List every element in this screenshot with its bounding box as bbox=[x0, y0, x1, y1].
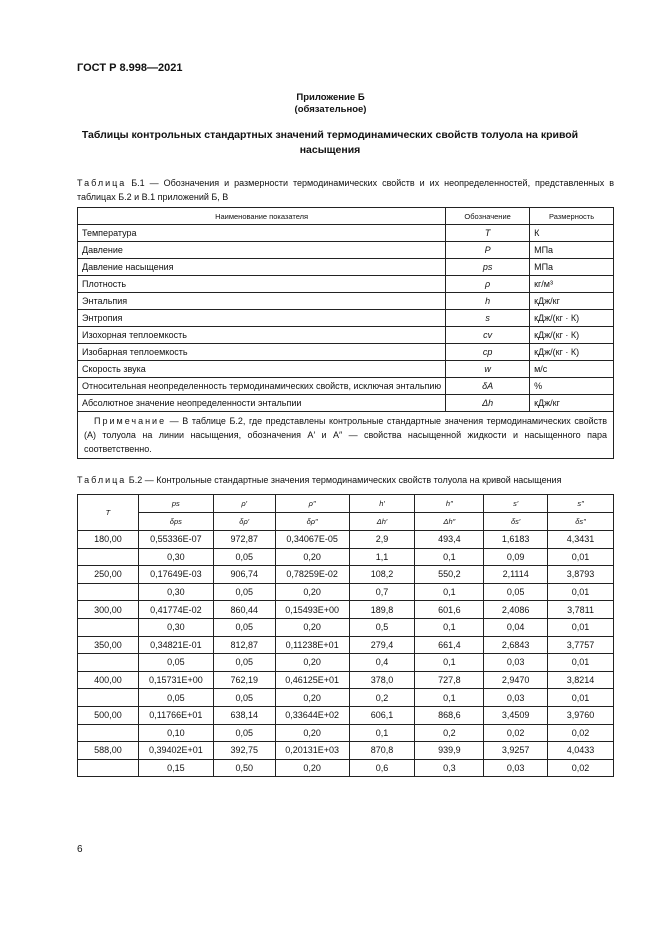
table2-cell-uncertainty: 0,4 bbox=[349, 654, 415, 672]
table2-value-row bbox=[78, 601, 614, 619]
table2-cell-uncertainty: 0,10 bbox=[138, 724, 213, 742]
main-title: Таблицы контрольных стандартных значений термодинамических свойств толуола на кривой насыщения bbox=[81, 129, 579, 156]
document-code: ГОСТ Р 8.998—2021 bbox=[77, 62, 183, 74]
table2-cell-value: 727,8 bbox=[415, 671, 484, 689]
table2-cell-temperature: 250,00 bbox=[78, 566, 139, 584]
table2-cell-value: 3,7757 bbox=[548, 636, 614, 654]
table2-cell-value: 2,6843 bbox=[484, 636, 548, 654]
table2-cell-value: 0,11766E+01 bbox=[138, 706, 213, 724]
table1-row bbox=[78, 293, 614, 310]
table2-cell-uncertainty: 0,20 bbox=[275, 759, 349, 777]
table1-cell-unit: кДж/(кг · К) bbox=[530, 310, 614, 327]
note-text: — В таблице Б.2, где представлены контрольные стандартные значения термодинамических свойств (A) толуола на линии насыщения, обозначения A′ и A″ — свойства насыщенной жидкости и насыщенного пара соответственно. bbox=[84, 416, 607, 454]
appendix-title: Приложение Б bbox=[296, 92, 365, 103]
table1-row bbox=[78, 395, 614, 412]
table2-cell-uncertainty: 0,30 bbox=[138, 548, 213, 566]
table2-cell-value: 812,87 bbox=[213, 636, 275, 654]
table1-row bbox=[78, 327, 614, 344]
table2-cell-value: 860,44 bbox=[213, 601, 275, 619]
table1-header-name: Наименование показателя bbox=[78, 208, 446, 225]
table2-cell-uncertainty: 0,03 bbox=[484, 689, 548, 707]
table2-cell-value: 2,9 bbox=[349, 531, 415, 549]
table1-cell-symbol: ps bbox=[446, 259, 530, 276]
table2-cell-value: 279,4 bbox=[349, 636, 415, 654]
table2-cell-value: 601,6 bbox=[415, 601, 484, 619]
table2-header-cell: h′ bbox=[349, 495, 415, 513]
table2-value-row bbox=[78, 671, 614, 689]
table2-cell-value: 189,8 bbox=[349, 601, 415, 619]
table1-cell-symbol: s bbox=[446, 310, 530, 327]
table2-caption-text: Б.2 — Контрольные стандартные значения термодинамических свойств толуола на кривой насыщения bbox=[126, 475, 562, 485]
table2-header-cell: δs′ bbox=[484, 513, 548, 531]
table2-cell-empty bbox=[78, 724, 139, 742]
table1-cell-unit: м/с bbox=[530, 361, 614, 378]
table2-cell-value: 0,15493E+00 bbox=[275, 601, 349, 619]
table1-cell-symbol: P bbox=[446, 242, 530, 259]
table2-cell-value: 906,74 bbox=[213, 566, 275, 584]
table1-cell-symbol: ρ bbox=[446, 276, 530, 293]
table2-header-cell: h″ bbox=[415, 495, 484, 513]
table1-cell-symbol: δA bbox=[446, 378, 530, 395]
table2-cell-temperature: 180,00 bbox=[78, 531, 139, 549]
table2-cell-uncertainty: 0,01 bbox=[548, 618, 614, 636]
table2-uncertainty-row bbox=[78, 583, 614, 601]
table2-cell-uncertainty: 0,04 bbox=[484, 618, 548, 636]
table2-header-cell: s″ bbox=[548, 495, 614, 513]
table2-cell-uncertainty: 0,01 bbox=[548, 689, 614, 707]
table2-header-cell: Δh″ bbox=[415, 513, 484, 531]
table1-cell-name: Энтропия bbox=[78, 310, 446, 327]
table1-row bbox=[78, 242, 614, 259]
table2-cell-value: 0,33644E+02 bbox=[275, 706, 349, 724]
table2-cell-uncertainty: 0,2 bbox=[349, 689, 415, 707]
table2-cell-uncertainty: 0,05 bbox=[138, 689, 213, 707]
table1-caption-label: Таблица bbox=[77, 178, 127, 188]
table2-cell-uncertainty: 0,02 bbox=[548, 759, 614, 777]
table1-row bbox=[78, 361, 614, 378]
table2-cell-temperature: 588,00 bbox=[78, 742, 139, 760]
table2-cell-value: 1,6183 bbox=[484, 531, 548, 549]
table-reference-values bbox=[77, 494, 614, 777]
table2-cell-temperature: 350,00 bbox=[78, 636, 139, 654]
table2-cell-value: 4,3431 bbox=[548, 531, 614, 549]
table2-header-cell: δρ″ bbox=[275, 513, 349, 531]
table2-cell-value: 550,2 bbox=[415, 566, 484, 584]
table2-cell-value: 3,9257 bbox=[484, 742, 548, 760]
table1-cell-symbol: cv bbox=[446, 327, 530, 344]
table1-caption bbox=[77, 176, 614, 204]
table2-cell-uncertainty: 0,01 bbox=[548, 583, 614, 601]
table2-value-row bbox=[78, 636, 614, 654]
table2-cell-uncertainty: 0,7 bbox=[349, 583, 415, 601]
table2-cell-value: 661,4 bbox=[415, 636, 484, 654]
table2-caption-label: Таблица bbox=[77, 475, 127, 485]
table1-cell-name: Изобарная теплоемкость bbox=[78, 344, 446, 361]
table1-cell-symbol: T bbox=[446, 225, 530, 242]
table1-header-unit: Размерность bbox=[530, 208, 614, 225]
table2-cell-value: 0,39402E+01 bbox=[138, 742, 213, 760]
table2-cell-uncertainty: 0,20 bbox=[275, 548, 349, 566]
table2-cell-uncertainty: 0,05 bbox=[484, 583, 548, 601]
table2-cell-value: 939,9 bbox=[415, 742, 484, 760]
table2-cell-uncertainty: 0,01 bbox=[548, 654, 614, 672]
table2-cell-value: 0,46125E+01 bbox=[275, 671, 349, 689]
table2-cell-uncertainty: 0,01 bbox=[548, 548, 614, 566]
table2-cell-value: 868,6 bbox=[415, 706, 484, 724]
table2-cell-uncertainty: 0,03 bbox=[484, 654, 548, 672]
table2-cell-value: 3,4509 bbox=[484, 706, 548, 724]
table2-cell-uncertainty: 0,3 bbox=[415, 759, 484, 777]
table2-cell-temperature: 500,00 bbox=[78, 706, 139, 724]
table1-row bbox=[78, 225, 614, 242]
table2-cell-uncertainty: 0,20 bbox=[275, 724, 349, 742]
table2-cell-value: 378,0 bbox=[349, 671, 415, 689]
table2-header-cell: ρ″ bbox=[275, 495, 349, 513]
table2-cell-value: 3,8214 bbox=[548, 671, 614, 689]
table2-cell-uncertainty: 0,2 bbox=[415, 724, 484, 742]
table2-cell-uncertainty: 0,05 bbox=[213, 583, 275, 601]
table1-row bbox=[78, 310, 614, 327]
table2-cell-uncertainty: 0,05 bbox=[213, 724, 275, 742]
table2-cell-value: 4,0433 bbox=[548, 742, 614, 760]
table2-cell-uncertainty: 0,05 bbox=[213, 654, 275, 672]
table2-cell-uncertainty: 0,5 bbox=[349, 618, 415, 636]
table1-cell-name: Изохорная теплоемкость bbox=[78, 327, 446, 344]
table2-header-cell: ps bbox=[138, 495, 213, 513]
table2-cell-uncertainty: 0,20 bbox=[275, 583, 349, 601]
table1-row bbox=[78, 378, 614, 395]
table1-note bbox=[78, 412, 614, 459]
table2-cell-empty bbox=[78, 689, 139, 707]
table1-cell-name: Плотность bbox=[78, 276, 446, 293]
table1-cell-unit: кДж/(кг · К) bbox=[530, 344, 614, 361]
table2-cell-value: 108,2 bbox=[349, 566, 415, 584]
table1-cell-name: Температура bbox=[78, 225, 446, 242]
table2-value-row bbox=[78, 531, 614, 549]
page-number: 6 bbox=[77, 844, 83, 855]
table2-cell-uncertainty: 0,1 bbox=[349, 724, 415, 742]
table1-row bbox=[78, 344, 614, 361]
table2-cell-uncertainty: 0,1 bbox=[415, 618, 484, 636]
table2-header-cell: Δh′ bbox=[349, 513, 415, 531]
table2-cell-uncertainty: 0,05 bbox=[138, 654, 213, 672]
table2-cell-uncertainty: 0,02 bbox=[484, 724, 548, 742]
table2-header-T: T bbox=[78, 495, 139, 531]
table2-cell-empty bbox=[78, 759, 139, 777]
table2-cell-uncertainty: 0,03 bbox=[484, 759, 548, 777]
table2-cell-uncertainty: 0,20 bbox=[275, 618, 349, 636]
table2-cell-value: 3,7811 bbox=[548, 601, 614, 619]
table1-note-row bbox=[78, 412, 614, 459]
table1-cell-unit: МПа bbox=[530, 242, 614, 259]
table2-cell-value: 0,34067E-05 bbox=[275, 531, 349, 549]
table2-cell-value: 3,8793 bbox=[548, 566, 614, 584]
table2-cell-value: 0,78259E-02 bbox=[275, 566, 349, 584]
table2-cell-value: 493,4 bbox=[415, 531, 484, 549]
table2-cell-value: 2,9470 bbox=[484, 671, 548, 689]
table2-cell-value: 762,19 bbox=[213, 671, 275, 689]
table2-cell-uncertainty: 0,1 bbox=[415, 689, 484, 707]
table2-cell-uncertainty: 0,30 bbox=[138, 618, 213, 636]
table2-uncertainty-row bbox=[78, 618, 614, 636]
table1-caption-text: Б.1 — Обозначения и размерности термодинамических свойств и их неопределенностей, представленных в таблицах Б.2 и В.1 приложений Б, В bbox=[77, 178, 614, 202]
table2-cell-temperature: 300,00 bbox=[78, 601, 139, 619]
table2-cell-uncertainty: 0,6 bbox=[349, 759, 415, 777]
table2-header-cell: δs″ bbox=[548, 513, 614, 531]
table1-cell-symbol: w bbox=[446, 361, 530, 378]
table2-cell-uncertainty: 0,20 bbox=[275, 654, 349, 672]
table2-header-cell: s′ bbox=[484, 495, 548, 513]
table2-cell-value: 972,87 bbox=[213, 531, 275, 549]
table2-value-row bbox=[78, 742, 614, 760]
table1-cell-unit: К bbox=[530, 225, 614, 242]
table2-cell-value: 0,55336E-07 bbox=[138, 531, 213, 549]
table2-uncertainty-row bbox=[78, 654, 614, 672]
table2-header-cell: δρ′ bbox=[213, 513, 275, 531]
table2-cell-uncertainty: 0,05 bbox=[213, 548, 275, 566]
table2-cell-uncertainty: 0,1 bbox=[415, 654, 484, 672]
note-label: Примечание bbox=[94, 416, 167, 426]
table1-header-row bbox=[78, 208, 614, 225]
table1-cell-symbol: cp bbox=[446, 344, 530, 361]
table2-cell-value: 2,1114 bbox=[484, 566, 548, 584]
table2-cell-uncertainty: 0,09 bbox=[484, 548, 548, 566]
table1-cell-symbol: Δh bbox=[446, 395, 530, 412]
table2-uncertainty-row bbox=[78, 689, 614, 707]
table2-cell-value: 638,14 bbox=[213, 706, 275, 724]
table2-cell-value: 870,8 bbox=[349, 742, 415, 760]
table1-cell-unit: % bbox=[530, 378, 614, 395]
table2-uncertainty-row bbox=[78, 759, 614, 777]
table2-cell-temperature: 400,00 bbox=[78, 671, 139, 689]
table2-cell-value: 0,20131E+03 bbox=[275, 742, 349, 760]
table2-cell-value: 392,75 bbox=[213, 742, 275, 760]
table2-cell-empty bbox=[78, 548, 139, 566]
table2-cell-uncertainty: 1,1 bbox=[349, 548, 415, 566]
table2-uncertainty-row bbox=[78, 548, 614, 566]
table1-cell-name: Относительная неопределенность термодинамических свойств, исключая энтальпию bbox=[78, 378, 446, 395]
table2-header-cell: ρ′ bbox=[213, 495, 275, 513]
table1-cell-symbol: h bbox=[446, 293, 530, 310]
table1-row bbox=[78, 276, 614, 293]
table1-cell-unit: кДж/кг bbox=[530, 395, 614, 412]
table1-cell-name: Давление насыщения bbox=[78, 259, 446, 276]
table2-value-row bbox=[78, 566, 614, 584]
table2-cell-value: 0,17649E-03 bbox=[138, 566, 213, 584]
table1-cell-name: Давление bbox=[78, 242, 446, 259]
table1-cell-unit: кг/м³ bbox=[530, 276, 614, 293]
table1-header-symbol: Обозначение bbox=[446, 208, 530, 225]
table2-cell-uncertainty: 0,20 bbox=[275, 689, 349, 707]
table2-cell-value: 0,41774E-02 bbox=[138, 601, 213, 619]
table2-cell-uncertainty: 0,05 bbox=[213, 689, 275, 707]
table1-cell-name: Абсолютное значение неопределенности энтальпии bbox=[78, 395, 446, 412]
table2-cell-value: 0,15731E+00 bbox=[138, 671, 213, 689]
table2-cell-uncertainty: 0,50 bbox=[213, 759, 275, 777]
table-designations bbox=[77, 207, 614, 459]
table2-cell-uncertainty: 0,15 bbox=[138, 759, 213, 777]
table2-cell-value: 2,4086 bbox=[484, 601, 548, 619]
table2-cell-value: 0,11238E+01 bbox=[275, 636, 349, 654]
table2-value-row bbox=[78, 706, 614, 724]
table2-cell-value: 606,1 bbox=[349, 706, 415, 724]
table2-cell-value: 0,34821E-01 bbox=[138, 636, 213, 654]
table2-cell-uncertainty: 0,05 bbox=[213, 618, 275, 636]
table2-header-row-top bbox=[78, 495, 614, 513]
table1-row bbox=[78, 259, 614, 276]
table1-cell-unit: МПа bbox=[530, 259, 614, 276]
table2-cell-uncertainty: 0,30 bbox=[138, 583, 213, 601]
table2-uncertainty-row bbox=[78, 724, 614, 742]
table2-cell-uncertainty: 0,1 bbox=[415, 548, 484, 566]
table2-cell-uncertainty: 0,1 bbox=[415, 583, 484, 601]
table1-cell-unit: кДж/кг bbox=[530, 293, 614, 310]
table1-cell-name: Энтальпия bbox=[78, 293, 446, 310]
table2-cell-empty bbox=[78, 654, 139, 672]
table2-header-row-bottom bbox=[78, 513, 614, 531]
appendix-subtitle: (обязательное) bbox=[294, 104, 367, 115]
table1-cell-name: Скорость звука bbox=[78, 361, 446, 378]
table2-cell-uncertainty: 0,02 bbox=[548, 724, 614, 742]
table1-cell-unit: кДж/(кг · К) bbox=[530, 327, 614, 344]
table2-cell-empty bbox=[78, 618, 139, 636]
table2-caption bbox=[77, 473, 614, 487]
table2-cell-empty bbox=[78, 583, 139, 601]
table2-cell-value: 3,9760 bbox=[548, 706, 614, 724]
table2-header-cell: δps bbox=[138, 513, 213, 531]
